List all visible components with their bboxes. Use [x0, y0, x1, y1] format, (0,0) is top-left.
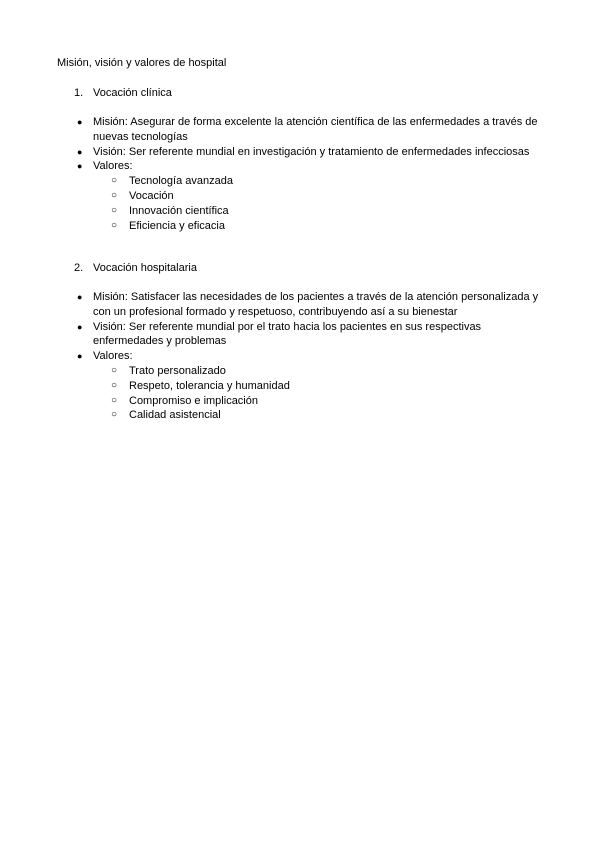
bullet-icon: ● [77, 321, 83, 332]
list-item [0, 364, 600, 379]
bullet-icon: ● [77, 351, 83, 362]
bullet-text: Valores: [93, 350, 133, 363]
list-item [0, 174, 600, 189]
bullet-item-valores [0, 159, 545, 174]
section-heading [74, 261, 197, 276]
circle-bullet-icon: ○ [111, 379, 118, 391]
bullet-list [0, 115, 600, 233]
list-item [0, 219, 600, 234]
bullet-text: Visión: Ser referente mundial en investigación y tratamiento de enfermedades infecciosas [93, 145, 530, 158]
bullet-item-vision [0, 145, 545, 160]
list-item-text: Eficiencia y eficacia [129, 219, 225, 232]
list-item-text: Innovación científica [129, 204, 229, 217]
section-heading [74, 86, 172, 101]
list-item [0, 408, 600, 423]
circle-bullet-icon: ○ [111, 204, 118, 216]
bullet-item-valores [0, 349, 545, 364]
list-item [0, 204, 600, 219]
sub-list-valores [0, 364, 600, 423]
list-item-text: Vocación [129, 189, 174, 202]
bullet-text: Misión: Satisfacer las necesidades de los pacientes a través de la atención personalizada y con un profesional formado y respetuoso, contribuyendo así a su bienestar [93, 291, 539, 318]
circle-bullet-icon: ○ [111, 394, 118, 406]
bullet-item-mision [0, 290, 545, 320]
bullet-text: Visión: Ser referente mundial por el trato hacia los pacientes en sus respectivas enfermedades y problemas [93, 320, 482, 348]
circle-bullet-icon: ○ [111, 189, 118, 201]
section-number: 1. [74, 87, 84, 99]
list-item-text: Tecnología avanzada [129, 175, 233, 188]
circle-bullet-icon: ○ [111, 175, 118, 187]
bullet-item-vision [0, 320, 545, 350]
bullet-text: Misión: Asegurar de forma excelente la atención científica de las enfermedades a través de nuevas tecnologías [93, 116, 538, 143]
section-number: 2. [74, 262, 84, 274]
list-item [0, 379, 600, 394]
list-item-text: Respeto, tolerancia y humanidad [129, 379, 290, 392]
list-item [0, 189, 600, 204]
list-item-text: Calidad asistencial [129, 409, 221, 422]
bullet-icon: ● [77, 161, 83, 172]
section-heading-text: Vocación clínica [93, 87, 172, 99]
circle-bullet-icon: ○ [111, 219, 118, 231]
document-title: Misión, visión y valores de hospital [57, 57, 227, 69]
list-item [0, 394, 600, 409]
bullet-icon: ● [77, 146, 83, 157]
bullet-text: Valores: [93, 160, 133, 173]
circle-bullet-icon: ○ [111, 409, 118, 421]
bullet-icon: ● [77, 117, 83, 127]
section-heading-text: Vocación hospitalaria [93, 262, 197, 274]
bullet-list [0, 290, 600, 423]
list-item-text: Trato personalizado [129, 364, 226, 377]
bullet-item-mision [0, 115, 545, 145]
list-item-text: Compromiso e implicación [129, 394, 258, 407]
sub-list-valores [0, 174, 600, 233]
circle-bullet-icon: ○ [111, 364, 118, 376]
bullet-icon: ● [77, 292, 83, 302]
